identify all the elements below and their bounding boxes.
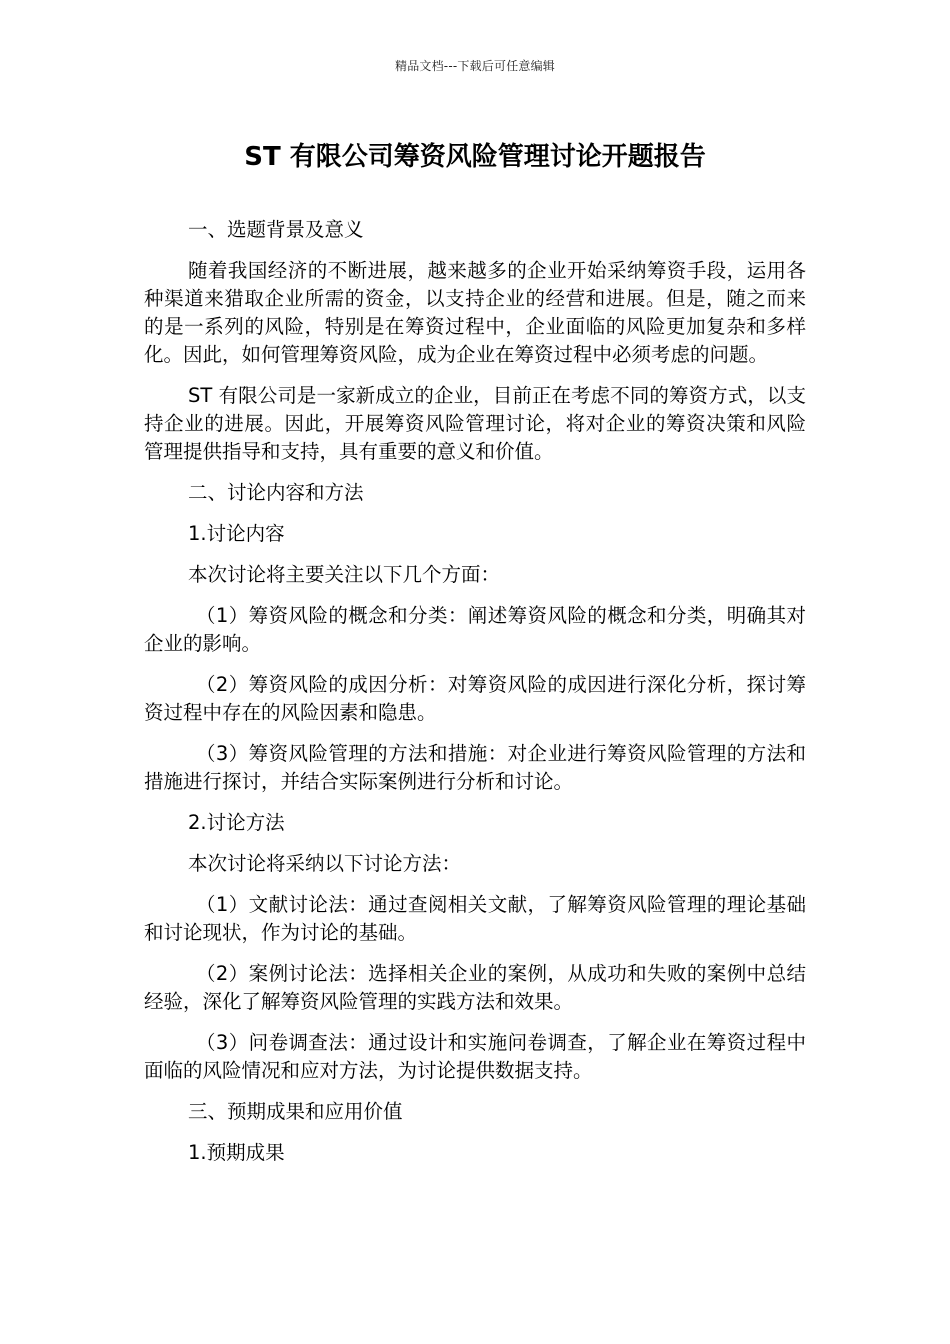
- list-item-concept: （1）筹资风险的概念和分类：阐述筹资风险的概念和分类，明确其对企业的影响。: [144, 604, 806, 655]
- section-heading-background: 一、选题背景及意义: [188, 218, 364, 241]
- subheading-outcomes: 1.预期成果: [188, 1141, 285, 1164]
- document-title: ST 有限公司筹资风险管理讨论开题报告: [244, 142, 706, 172]
- header-note: 精品文档---下载后可任意编辑: [395, 59, 555, 73]
- document-body: [144, 216, 806, 1180]
- list-item-causes: （2）筹资风险的成因分析：对筹资风险的成因进行深化分析，探讨筹资过程中存在的风险因素和隐患。: [144, 673, 806, 724]
- paragraph-company: ST 有限公司是一家新成立的企业，目前正在考虑不同的筹资方式，以支持企业的进展。因此，开展筹资风险管理讨论，将对企业的筹资决策和风险管理提供指导和支持，具有重要的意义和价值。: [144, 384, 806, 463]
- list-item-literature: （1）文献讨论法：通过查阅相关文献，了解筹资风险管理的理论基础和讨论现状，作为讨论的基础。: [144, 893, 806, 944]
- section-heading-outcomes: 三、预期成果和应用价值: [188, 1100, 403, 1123]
- list-item-case-study: （2）案例讨论法：选择相关企业的案例，从成功和失败的案例中总结经验，深化了解筹资风险管理的实践方法和效果。: [144, 962, 806, 1013]
- subheading-methods: 2.讨论方法: [188, 811, 285, 834]
- list-item-survey: （3）问卷调查法：通过设计和实施问卷调查，了解企业在筹资过程中面临的风险情况和应对方法，为讨论提供数据支持。: [144, 1031, 806, 1082]
- subheading-content: 1.讨论内容: [188, 522, 285, 545]
- paragraph-methods-intro: 本次讨论将采纳以下讨论方法：: [188, 852, 462, 875]
- paragraph-background: 随着我国经济的不断进展，越来越多的企业开始采纳筹资手段，运用各种渠道来猎取企业所需的资金，以支持企业的经营和进展。但是，随之而来的是一系列的风险，特别是在筹资过程中，企业面临的风险更加复杂和多样化。因此，如何管理筹资风险，成为企业在筹资过程中必须考虑的问题。: [144, 259, 806, 366]
- section-heading-content-methods: 二、讨论内容和方法: [188, 481, 364, 504]
- list-item-management: （3）筹资风险管理的方法和措施：对企业进行筹资风险管理的方法和措施进行探讨，并结合实际案例进行分析和讨论。: [144, 742, 806, 793]
- paragraph-content-intro: 本次讨论将主要关注以下几个方面：: [188, 563, 501, 586]
